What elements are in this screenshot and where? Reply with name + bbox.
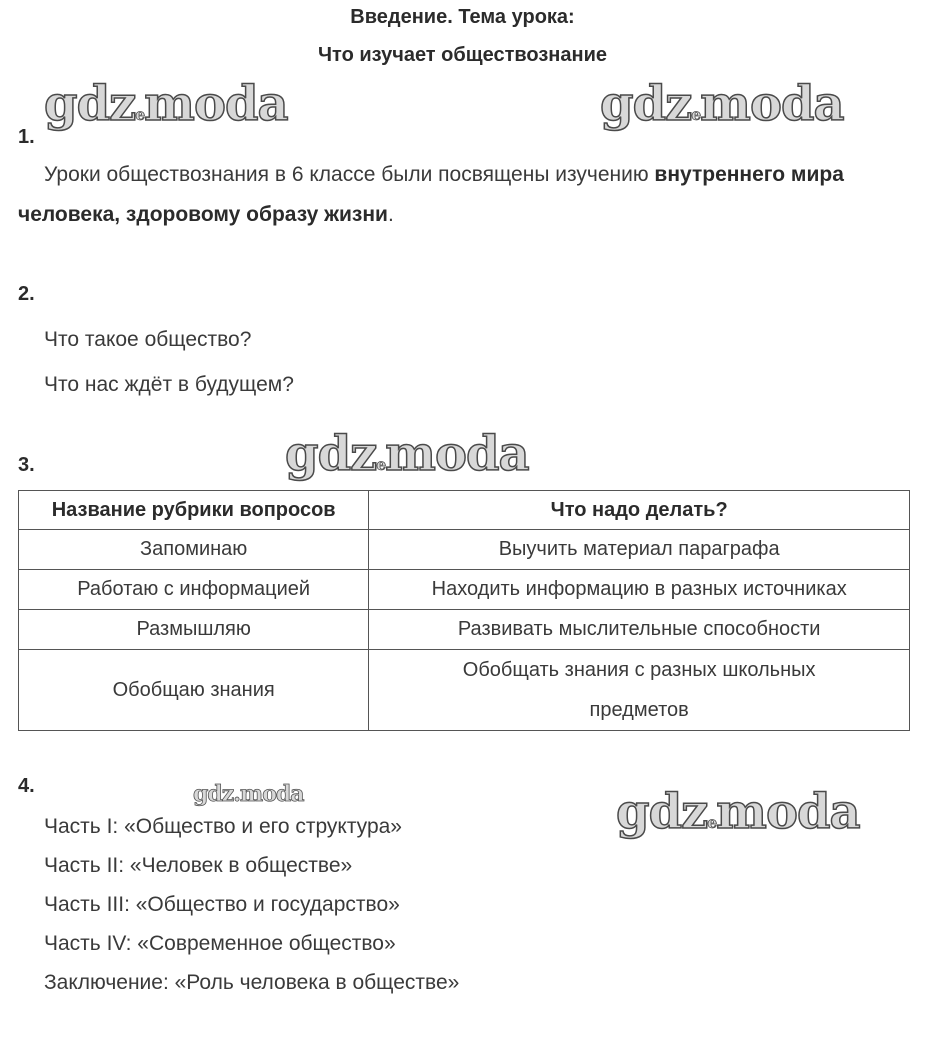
watermark-logo-small: gdz.moda xyxy=(193,781,304,807)
table-cell xyxy=(369,650,910,731)
table-cell: Выучить материал параграфа xyxy=(369,530,910,570)
book-part-item: Часть IV: «Современное общество» xyxy=(44,932,396,955)
table-row xyxy=(19,650,910,731)
paragraph-bold-text: внутреннего мира человека, здоровому образу жизни xyxy=(18,163,844,226)
watermark-logo: gdzemoda xyxy=(616,784,860,840)
section1-paragraph xyxy=(18,155,918,235)
paragraph-text: Уроки обществознания в 6 классе были посвящены изучению xyxy=(44,163,655,186)
watermark-logo: gdzemoda xyxy=(44,76,288,132)
section-number: 2. xyxy=(18,283,35,305)
table-header-row xyxy=(19,491,910,530)
table-cell: Размышляю xyxy=(19,610,369,650)
table-row xyxy=(19,530,910,570)
table-header-cell: Название рубрики вопросов xyxy=(19,491,369,530)
section-number: 3. xyxy=(18,454,35,476)
table-cell: Работаю с информацией xyxy=(19,570,369,610)
table-cell-text: Обобщать знания с разных школьных предметов xyxy=(462,659,816,721)
book-part-item: Часть III: «Общество и государство» xyxy=(44,893,400,916)
rubric-table xyxy=(18,490,910,731)
watermark-logo: gdzemoda xyxy=(600,76,844,132)
book-part-item: Часть II: «Человек в обществе» xyxy=(44,854,353,877)
watermark-logo: gdzemoda xyxy=(285,426,529,482)
table-row xyxy=(19,610,910,650)
lesson-topic: Что изучает обществознание xyxy=(317,44,607,66)
book-part-item: Часть I: «Общество и его структура» xyxy=(44,815,402,838)
question-item: Что нас ждёт в будущем? xyxy=(44,373,294,396)
question-item: Что такое общество? xyxy=(44,328,252,351)
table-header-cell: Что надо делать? xyxy=(369,491,910,530)
table-cell: Находить информацию в разных источниках xyxy=(369,570,910,610)
table-cell: Развивать мыслительные способности xyxy=(369,610,910,650)
table-row xyxy=(19,570,910,610)
paragraph-end: . xyxy=(387,203,394,226)
table-cell: Обобщаю знания xyxy=(19,650,369,731)
table-cell: Запоминаю xyxy=(19,530,369,570)
section-number: 1. xyxy=(18,126,35,148)
book-part-item: Заключение: «Роль человека в обществе» xyxy=(44,971,460,994)
lesson-heading: Введение. Тема урока: xyxy=(350,6,575,28)
section-number: 4. xyxy=(18,775,35,797)
